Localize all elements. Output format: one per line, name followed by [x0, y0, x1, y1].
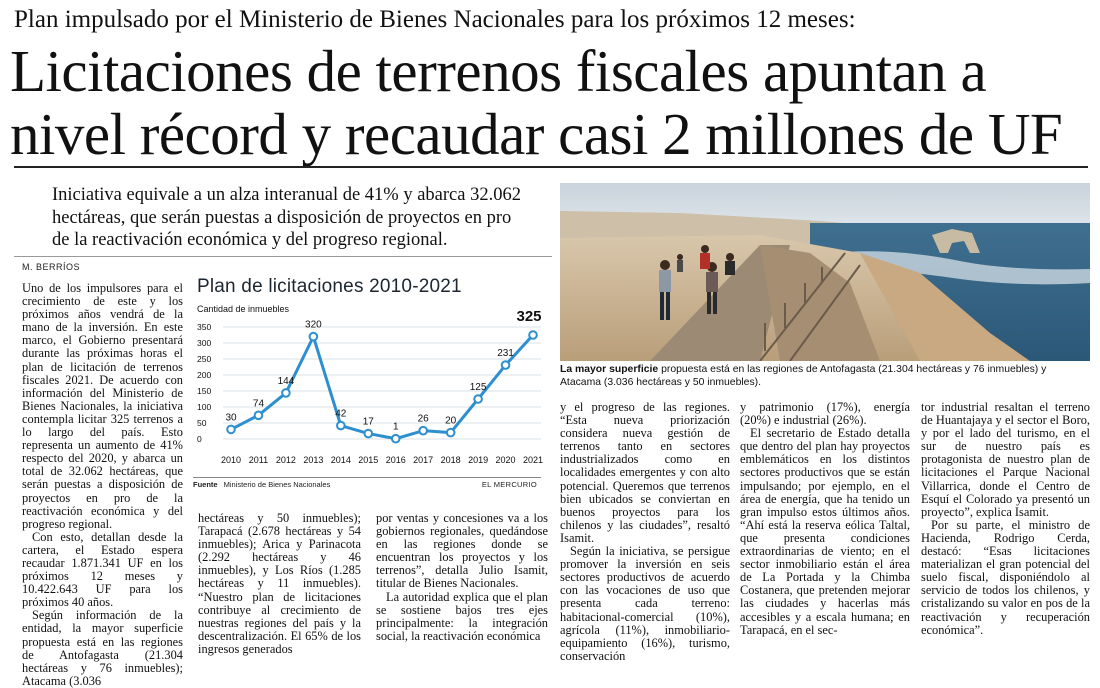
x-tick-label: 2017	[413, 455, 434, 465]
chart-title: Plan de licitaciones 2010-2021	[197, 276, 462, 297]
body-column-6	[921, 401, 1090, 637]
caption-text: propuesta está en las regiones de Antofagasta (21.304 hectáreas y 76 inmuebles) y Atacama (3.036 hectáreas y 50 inmuebles).	[560, 364, 1047, 388]
data-point	[227, 426, 235, 434]
coastal-walkway-photo	[560, 183, 1090, 361]
x-tick-label: 2014	[330, 455, 351, 465]
data-label: 325	[516, 308, 542, 325]
data-label: 17	[362, 416, 374, 428]
y-tick-label: 50	[197, 418, 207, 428]
data-label: 42	[335, 408, 347, 420]
chart-source-label: Fuente	[193, 480, 218, 489]
data-label: 20	[445, 415, 457, 427]
chart-publisher: EL MERCURIO	[481, 480, 537, 489]
data-point	[419, 427, 427, 435]
line-chart	[193, 276, 549, 498]
paragraph: Según información de la entidad, la mayor superficie propuesta está en las regiones de Antofagasta (21.304 hectáreas y 76 inmuebles); Atacama (3.036	[22, 608, 183, 688]
paragraph: Según la iniciativa, se persigue promover la inversión en seis sectores productivos de acuerdo con las vocaciones de uso que presenta cada terreno: habitacional-comercial (10%), agrícola (11%), inmobiliario-equipamiento (16%), turismo, conservación	[560, 544, 730, 663]
paragraph: Con esto, detallan desde la cartera, el Estado espera recaudar 1.871.341 UF en los próximos 12 meses y 10.422.643 UF para los próximos 40 años.	[22, 529, 183, 610]
data-point	[255, 412, 263, 420]
paragraph: Uno de los impulsores para el crecimiento de este y los próximos años vendrá de la mano de la inversión. En este marco, el Gobierno presentará durante las próximas horas el plan de licitación de terrenos fiscales 2021. De acuerdo con información del Ministerio de Bienes Nacionales, la iniciativa contempla licitar 325 terrenos a lo largo del país. Esto representa un aumento de 41% respecto del 2020, y abarca un total de 32.062 hectáreas, que serán puestas a disposición de proyectos en pro de la reactivación económica y del progreso regional.	[22, 281, 183, 531]
x-tick-label: 2015	[358, 455, 379, 465]
data-label: 74	[252, 398, 265, 410]
data-point	[474, 395, 482, 403]
byline: M. BERRÍOS	[22, 262, 81, 272]
body-column-1	[22, 282, 183, 688]
body-column-5	[740, 401, 910, 637]
paragraph: tor industrial resaltan el terreno de Huantajaya y el sector el Boro, y por el lado del turismo, en el sur de nuestro país es protagonista de nuestro plan de licitaciones el Parque Nacional Villarrica, donde el Centro de Esquí el Colorado ya presentó un proyecto”, explica Isamit.	[921, 400, 1090, 519]
y-tick-label: 350	[197, 322, 212, 332]
paragraph: hectáreas y 50 inmuebles); Tarapacá (2.678 hectáreas y 54 inmuebles); Arica y Parinacota (2.292 hectáreas y 46 inmuebles), y Los Ríos (1.285 hectáreas y 11 inmuebles). “Nuestro plan de licitaciones contribuye al crecimiento de nuestras regiones del país y la descentralización. El 65% de los ingresos generados	[198, 511, 361, 656]
data-label: 1	[392, 421, 399, 433]
deck-line-1: Iniciativa equivale a un alza interanual de 41% y abarca 32.062	[52, 185, 521, 205]
photo-caption	[560, 364, 1088, 390]
data-label: 26	[417, 413, 429, 425]
data-label: 125	[469, 382, 487, 393]
body-column-4	[560, 401, 730, 663]
paragraph: El secretario de Estado detalla que dentro del plan hay proyectos emblemáticos en los distintos sectores productivos que se están impulsando; por ejemplo, en el área de energía, que ha tenido un gran impulso estos últimos años. “Ahí está la reserva eólica Taltal, que presenta condiciones extraordinarias de viento; en el sector inmobiliario están el área de La Portada y la Chimba Costanera, que pretenden mejorar las ciudades y hacerlas más accesibles y a escala humana; en Tarapacá, en el sec-	[740, 426, 910, 637]
data-point	[502, 361, 510, 369]
data-point	[447, 429, 455, 437]
paragraph: y el progreso de las regiones. “Esta nueva priorización considera nueva gestión de terrenos tanto en sectores industrializados como en localidades emergentes y con alto potencial. Queremos que terrenos bien ubicados se conviertan en buenos proyectos para los chilenos y las ciudades”, resaltó Isamit.	[560, 400, 730, 545]
data-point	[310, 333, 318, 341]
caption-lead: La mayor superficie	[560, 364, 659, 375]
headline	[10, 40, 1090, 166]
data-point	[282, 389, 290, 397]
chart-source: Ministerio de Bienes Nacionales	[223, 480, 331, 489]
data-point	[529, 331, 537, 339]
deck-line-3: de la reactivación económica y del progreso regional.	[52, 230, 448, 251]
data-point	[337, 422, 345, 430]
x-tick-label: 2010	[220, 455, 242, 465]
y-tick-label: 100	[197, 402, 212, 412]
paragraph: por ventas y concesiones va a los gobiernos regionales, quedándose en las regiones donde se encuentran los proyectos y los terrenos”, detalla Julio Isamit, titular de Bienes Nacionales.	[376, 511, 548, 591]
x-tick-label: 2016	[385, 455, 406, 465]
data-label: 30	[225, 412, 237, 424]
data-point	[392, 435, 400, 443]
y-tick-label: 250	[197, 354, 212, 364]
y-tick-label: 150	[197, 386, 212, 396]
deck-rule	[14, 256, 552, 257]
x-tick-label: 2020	[495, 455, 516, 465]
chart-plot	[193, 276, 549, 476]
x-tick-label: 2021	[522, 455, 544, 465]
x-tick-label: 2011	[248, 455, 269, 465]
x-tick-label: 2018	[440, 455, 461, 465]
body-column-2	[198, 512, 361, 656]
data-label: 231	[497, 348, 514, 360]
data-point	[364, 430, 372, 438]
chart-footer	[193, 477, 541, 489]
headline-line-1: Licitaciones de terrenos fiscales apuntan a	[10, 38, 987, 104]
photo-illustration	[560, 183, 1090, 361]
y-tick-label: 200	[197, 370, 212, 380]
y-tick-label: 0	[197, 434, 202, 444]
paragraph: Por su parte, el ministro de Hacienda, Rodrigo Cerda, destacó: “Esas licitaciones materializan el gran potencial del suelo fiscal, disponiéndolo al servicio de todos los chilenos, y cristalizando su valor en pos de la reactivación y recuperación económica”.	[921, 517, 1090, 637]
data-label: 144	[277, 375, 295, 387]
deck-line-2: hectáreas, que serán puestas a disposición de proyectos en pro	[52, 207, 512, 228]
headline-line-2: nivel récord y recaudar casi 2 millones de UF	[10, 101, 1063, 167]
paragraph: y patrimonio (17%), energía (20%) e industrial (26%).	[740, 400, 910, 428]
headline-rule	[14, 166, 1088, 168]
data-label: 320	[305, 319, 322, 331]
y-tick-label: 300	[197, 338, 212, 348]
x-tick-label: 2012	[275, 455, 296, 465]
deck	[52, 184, 550, 252]
x-tick-label: 2019	[468, 455, 489, 465]
paragraph: La autoridad explica que el plan se sostiene bajos tres ejes principalmente: la integración social, la reactivación económica	[376, 589, 548, 643]
body-column-3	[376, 512, 548, 643]
kicker: Plan impulsado por el Ministerio de Bienes Nacionales para los próximos 12 meses:	[14, 6, 856, 33]
x-tick-label: 2013	[303, 455, 324, 465]
chart-ylabel: Cantidad de inmuebles	[197, 304, 290, 314]
